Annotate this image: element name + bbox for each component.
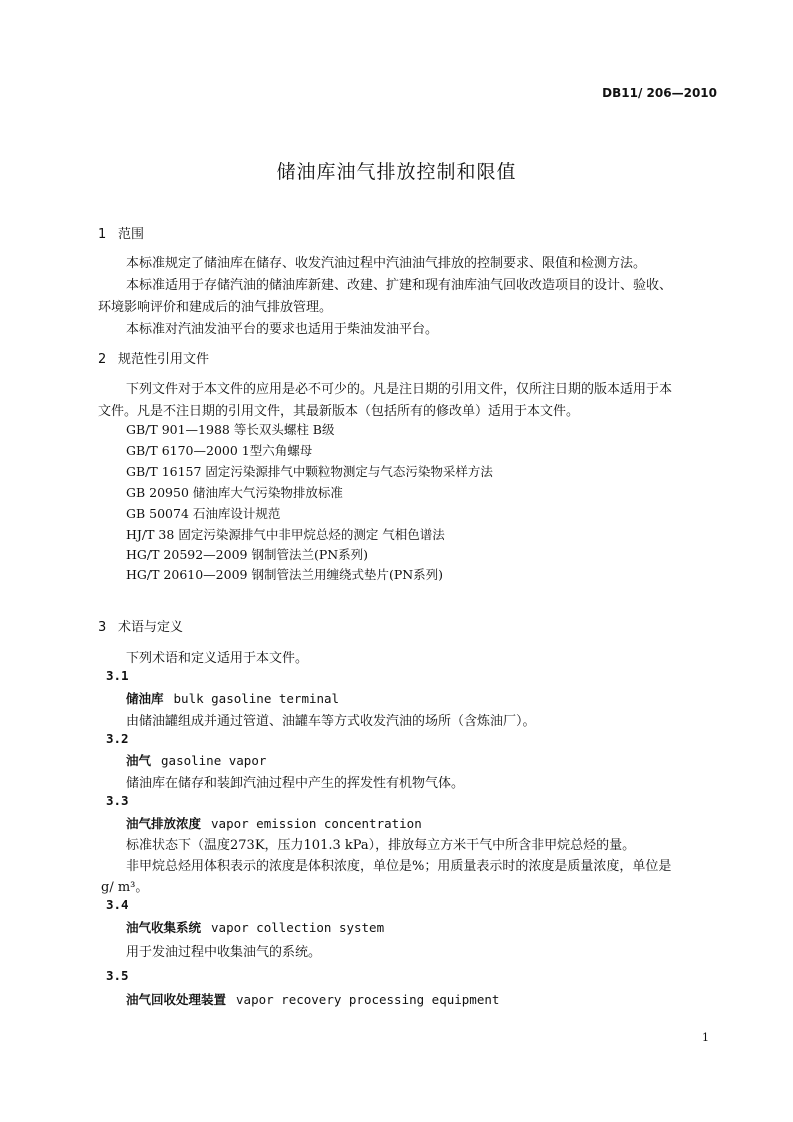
reference-item: GB 50074 石油库设计规范	[126, 506, 281, 521]
reference-item: HG/T 20592—2009 钢制管法兰(PN系列)	[126, 547, 369, 562]
term-chinese: 油气排放浓度	[126, 816, 202, 831]
page-number: 1	[702, 1031, 709, 1044]
reference-item: HJ/T 38 固定污染源排气中非甲烷总烃的测定 气相色谱法	[126, 527, 445, 542]
term-definition-note-line-2: g/ m³。	[101, 880, 149, 895]
term-number: 3.3	[106, 793, 129, 808]
term-title	[126, 814, 422, 832]
term-english: vapor emission concentration	[211, 816, 422, 831]
section-1-heading	[98, 223, 144, 242]
references-intro-line-2: 文件。凡是不注日期的引用文件，其最新版本（包括所有的修改单）适用于本文件。	[98, 404, 580, 419]
term-english: vapor collection system	[211, 920, 385, 935]
term-english: gasoline vapor	[161, 753, 267, 768]
section-title: 规范性引用文件	[118, 352, 210, 367]
terms-intro: 下列术语和定义适用于本文件。	[126, 651, 309, 666]
term-english: vapor recovery processing equipment	[236, 992, 500, 1007]
section-number: 2	[98, 352, 107, 367]
reference-item: GB/T 6170—2000 1型六角螺母	[126, 443, 313, 458]
section-title: 术语与定义	[118, 620, 184, 635]
term-title	[126, 918, 384, 936]
term-number: 3.1	[106, 668, 129, 683]
reference-item: GB 20950 储油库大气污染物排放标准	[126, 485, 343, 500]
term-definition-note-line-1: 非甲烷总烃用体积表示的浓度是体积浓度，单位是%；用质量表示时的浓度是质量浓度，单位是	[126, 859, 672, 874]
term-english: bulk gasoline terminal	[173, 691, 340, 706]
reference-item: HG/T 20610—2009 钢制管法兰用缠绕式垫片(PN系列)	[126, 567, 444, 582]
scope-paragraph-1: 本标准规定了储油库在储存、收发汽油过程中汽油油气排放的控制要求、限值和检测方法。	[126, 256, 647, 271]
section-number: 3	[98, 620, 107, 635]
document-number: DB11/ 206—2010	[602, 86, 717, 100]
term-chinese: 油气收集系统	[126, 920, 202, 935]
term-definition: 由储油罐组成并通过管道、油罐车等方式收发汽油的场所（含炼油厂）。	[126, 714, 536, 729]
term-title	[126, 689, 339, 707]
section-title: 范围	[118, 227, 145, 242]
document-title: 储油库油气排放控制和限值	[276, 161, 517, 183]
term-number: 3.4	[106, 897, 129, 912]
term-chinese: 油气	[126, 753, 152, 768]
term-number: 3.5	[106, 968, 129, 983]
section-3-heading	[98, 616, 183, 635]
term-definition: 用于发油过程中收集油气的系统。	[126, 945, 322, 960]
term-chinese: 油气回收处理装置	[126, 992, 227, 1007]
scope-paragraph-3: 本标准对汽油发油平台的要求也适用于柴油发油平台。	[126, 322, 439, 337]
term-number: 3.2	[106, 731, 129, 746]
references-intro-line-1: 下列文件对于本文件的应用是必不可少的。凡是注日期的引用文件，仅所注日期的版本适用于本	[126, 382, 673, 397]
term-title	[126, 751, 266, 769]
reference-item: GB/T 16157 固定污染源排气中颗粒物测定与气态污染物采样方法	[126, 464, 493, 479]
term-definition: 标准状态下（温度273K，压力101.3 kPa），排放每立方米干气中所含非甲烷总烃的量。	[126, 838, 636, 853]
term-definition: 储油库在储存和装卸汽油过程中产生的挥发性有机物气体。	[126, 776, 465, 791]
term-chinese: 储油库	[126, 691, 164, 706]
section-number: 1	[98, 227, 107, 242]
scope-paragraph-2-line-1: 本标准适用于存储汽油的储油库新建、改建、扩建和现有油库油气回收改造项目的设计、验收、	[126, 278, 673, 293]
term-title	[126, 990, 499, 1008]
reference-item: GB/T 901—1988 等长双头螺柱 B级	[126, 422, 335, 437]
scope-paragraph-2-line-2: 环境影响评价和建成后的油气排放管理。	[98, 300, 333, 315]
section-2-heading	[98, 348, 209, 367]
